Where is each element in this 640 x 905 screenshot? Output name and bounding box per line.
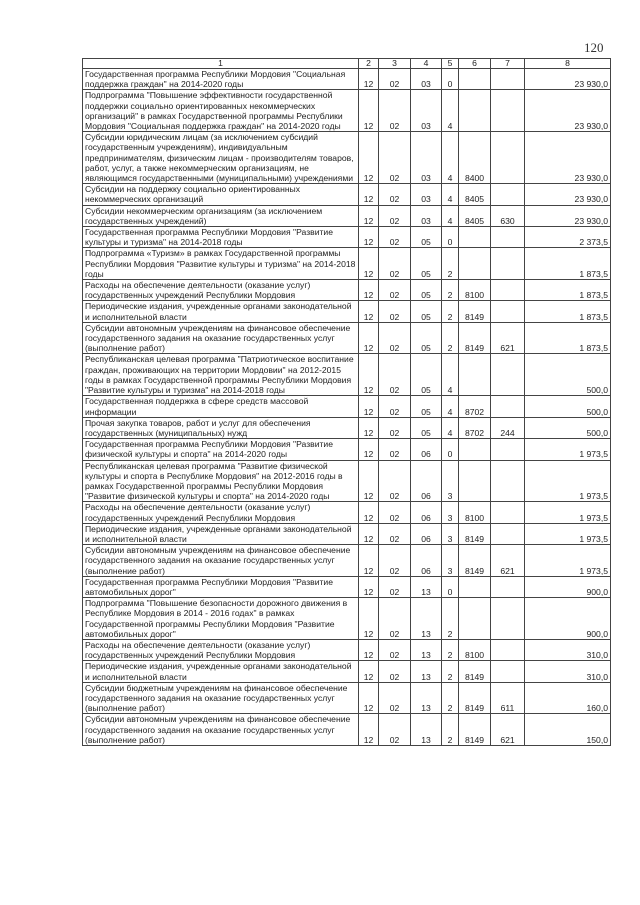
row-amount: 2 373,5 (525, 227, 611, 248)
row-code-2: 12 (359, 280, 379, 301)
row-code-4: 13 (411, 639, 442, 660)
row-code-7 (491, 598, 525, 640)
row-code-7 (491, 184, 525, 205)
table-row (83, 661, 611, 682)
row-code-5: 2 (442, 639, 459, 660)
row-code-2: 12 (359, 396, 379, 417)
row-code-5: 2 (442, 682, 459, 714)
row-amount: 150,0 (525, 714, 611, 746)
row-code-5: 3 (442, 545, 459, 577)
row-amount: 1 973,5 (525, 523, 611, 544)
table-body (83, 69, 611, 746)
row-code-3: 02 (379, 439, 411, 460)
row-code-6: 8702 (459, 396, 491, 417)
row-code-7: 621 (491, 545, 525, 577)
row-code-7 (491, 439, 525, 460)
table-row (83, 205, 611, 226)
row-code-3: 02 (379, 90, 411, 132)
row-code-3: 02 (379, 132, 411, 184)
row-code-3: 02 (379, 354, 411, 396)
row-amount: 1 873,5 (525, 248, 611, 280)
row-code-4: 05 (411, 301, 442, 322)
row-code-3: 02 (379, 248, 411, 280)
row-amount: 1 873,5 (525, 322, 611, 354)
column-header: 1 (83, 59, 359, 69)
row-code-3: 02 (379, 227, 411, 248)
column-header: 4 (411, 59, 442, 69)
row-code-7 (491, 576, 525, 597)
row-code-3: 02 (379, 184, 411, 205)
table-row (83, 301, 611, 322)
row-amount: 160,0 (525, 682, 611, 714)
row-code-3: 02 (379, 598, 411, 640)
table-row (83, 460, 611, 502)
column-header: 7 (491, 59, 525, 69)
row-code-5: 2 (442, 661, 459, 682)
row-code-5: 3 (442, 460, 459, 502)
table-row (83, 322, 611, 354)
row-code-7 (491, 354, 525, 396)
row-code-6 (459, 439, 491, 460)
row-description: Расходы на обеспечение деятельности (оказание услуг) государственных учреждений Республики Мордовия (83, 502, 359, 523)
row-description: Прочая закупка товаров, работ и услуг для обеспечения государственных (муниципальных) нужд (83, 417, 359, 438)
row-code-4: 05 (411, 280, 442, 301)
row-code-3: 02 (379, 69, 411, 90)
row-code-2: 12 (359, 598, 379, 640)
row-code-6: 8405 (459, 205, 491, 226)
row-code-5: 0 (442, 227, 459, 248)
row-description: Субсидии юридическим лицам (за исключением субсидий государственным учреждениям), индивидуальным предпринимателям, физическим лицам - производителям товаров, работ, услуг, а также некоммерческим организациям, не являющимся государственными (муниципальными) учреждениями (83, 132, 359, 184)
row-code-7: 621 (491, 714, 525, 746)
row-amount: 310,0 (525, 661, 611, 682)
row-code-2: 12 (359, 417, 379, 438)
budget-table (82, 58, 611, 746)
row-code-5: 2 (442, 248, 459, 280)
row-code-3: 02 (379, 301, 411, 322)
table-row (83, 523, 611, 544)
table-row (83, 502, 611, 523)
table-row (83, 69, 611, 90)
row-amount: 500,0 (525, 417, 611, 438)
row-code-4: 03 (411, 184, 442, 205)
row-code-7 (491, 227, 525, 248)
row-code-5: 4 (442, 184, 459, 205)
row-code-7 (491, 90, 525, 132)
row-description: Периодические издания, учрежденные органами законодательной и исполнительной власти (83, 301, 359, 322)
row-code-7 (491, 132, 525, 184)
row-code-3: 02 (379, 417, 411, 438)
row-code-4: 06 (411, 460, 442, 502)
row-code-6: 8405 (459, 184, 491, 205)
row-code-4: 13 (411, 576, 442, 597)
row-code-2: 12 (359, 322, 379, 354)
row-code-2: 12 (359, 90, 379, 132)
row-code-3: 02 (379, 396, 411, 417)
row-code-3: 02 (379, 661, 411, 682)
row-description: Субсидии автономным учреждениям на финансовое обеспечение государственного задания на оказание государственных услуг (выполнение работ) (83, 322, 359, 354)
row-code-3: 02 (379, 714, 411, 746)
row-code-4: 06 (411, 545, 442, 577)
row-code-2: 12 (359, 523, 379, 544)
row-code-6: 8149 (459, 545, 491, 577)
row-code-6: 8149 (459, 661, 491, 682)
row-description: Периодические издания, учрежденные органами законодательной и исполнительной власти (83, 661, 359, 682)
row-code-6: 8100 (459, 639, 491, 660)
table-row (83, 280, 611, 301)
row-description: Субсидии автономным учреждениям на финансовое обеспечение государственного задания на оказание государственных услуг (выполнение работ) (83, 714, 359, 746)
table-row (83, 639, 611, 660)
table-row (83, 439, 611, 460)
row-code-4: 03 (411, 69, 442, 90)
row-code-6 (459, 576, 491, 597)
row-amount: 23 930,0 (525, 132, 611, 184)
row-code-6 (459, 90, 491, 132)
row-code-6: 8149 (459, 682, 491, 714)
table-header-row (83, 59, 611, 69)
table-row (83, 132, 611, 184)
row-description: Субсидии на поддержку социально ориентированных некоммерческих организаций (83, 184, 359, 205)
row-code-6: 8400 (459, 132, 491, 184)
column-header: 5 (442, 59, 459, 69)
row-code-5: 4 (442, 417, 459, 438)
row-code-4: 06 (411, 439, 442, 460)
table-row (83, 576, 611, 597)
column-header: 6 (459, 59, 491, 69)
row-code-2: 12 (359, 460, 379, 502)
row-code-4: 06 (411, 523, 442, 544)
row-code-4: 05 (411, 248, 442, 280)
row-code-7 (491, 69, 525, 90)
row-code-4: 06 (411, 502, 442, 523)
row-code-5: 0 (442, 69, 459, 90)
row-code-6 (459, 354, 491, 396)
row-code-4: 03 (411, 205, 442, 226)
row-amount: 1 873,5 (525, 301, 611, 322)
row-code-4: 05 (411, 227, 442, 248)
row-code-6: 8100 (459, 280, 491, 301)
row-code-4: 13 (411, 661, 442, 682)
row-code-2: 12 (359, 576, 379, 597)
row-code-3: 02 (379, 639, 411, 660)
row-code-2: 12 (359, 132, 379, 184)
table-row (83, 354, 611, 396)
row-code-5: 2 (442, 280, 459, 301)
row-description: Государственная программа Республики Мордовия "Развитие физической культуры и спорта" на 2014-2020 годы (83, 439, 359, 460)
row-amount: 310,0 (525, 639, 611, 660)
row-code-5: 3 (442, 523, 459, 544)
table-row (83, 598, 611, 640)
row-code-7 (491, 396, 525, 417)
row-amount: 1 973,5 (525, 502, 611, 523)
row-code-7: 621 (491, 322, 525, 354)
page-number: 120 (584, 40, 604, 55)
row-description: Республиканская целевая программа "Развитие физической культуры и спорта в Республике Мордовия" на 2012-2016 годы в рамках Государственной программы Республики Мордовия "Развитие физической культуры и спорта" на 2014-2020 годы (83, 460, 359, 502)
row-code-3: 02 (379, 502, 411, 523)
row-code-5: 0 (442, 576, 459, 597)
row-code-4: 03 (411, 90, 442, 132)
column-header: 8 (525, 59, 611, 69)
row-description: Периодические издания, учрежденные органами законодательной и исполнительной власти (83, 523, 359, 544)
row-description: Расходы на обеспечение деятельности (оказание услуг) государственных учреждений Республики Мордовия (83, 280, 359, 301)
row-code-4: 13 (411, 714, 442, 746)
row-code-3: 02 (379, 460, 411, 502)
row-code-2: 12 (359, 354, 379, 396)
table-row (83, 227, 611, 248)
row-code-2: 12 (359, 205, 379, 226)
row-description: Государственная поддержка в сфере средств массовой информации (83, 396, 359, 417)
row-code-7 (491, 661, 525, 682)
row-code-5: 4 (442, 132, 459, 184)
row-code-2: 12 (359, 439, 379, 460)
table-row (83, 714, 611, 746)
row-code-7: 611 (491, 682, 525, 714)
row-amount: 23 930,0 (525, 90, 611, 132)
row-description: Подпрограмма "Повышение безопасности дорожного движения в Республике Мордовия в 2014 - 2016 годах" в рамках Государственной программы Республики Мордовия "Развитие автомобильных дорог" (83, 598, 359, 640)
row-code-7 (491, 639, 525, 660)
row-code-6: 8149 (459, 523, 491, 544)
row-code-2: 12 (359, 502, 379, 523)
row-code-7: 244 (491, 417, 525, 438)
table-row (83, 396, 611, 417)
row-code-7 (491, 301, 525, 322)
row-code-3: 02 (379, 205, 411, 226)
row-description: Подпрограмма "Повышение эффективности государственной поддержки социально ориентированных некоммерческих организаций" в рамках Государственной программы Республики Мордовия "Социальная поддержка граждан" на 2014-2020 годы (83, 90, 359, 132)
row-code-5: 4 (442, 90, 459, 132)
row-code-2: 12 (359, 714, 379, 746)
table-row (83, 545, 611, 577)
row-description: Республиканская целевая программа "Патриотическое воспитание граждан, проживающих на территории Мордовии" на 2012-2015 годы в рамках Государственной программы Республики Мордовия "Развитие культуры и туризма" на 2014-2018 годы (83, 354, 359, 396)
row-amount: 900,0 (525, 576, 611, 597)
row-code-4: 05 (411, 354, 442, 396)
row-description: Субсидии некоммерческим организациям (за исключением государственных учреждений) (83, 205, 359, 226)
column-header: 3 (379, 59, 411, 69)
row-code-3: 02 (379, 545, 411, 577)
row-code-7 (491, 460, 525, 502)
row-code-6 (459, 460, 491, 502)
row-code-2: 12 (359, 301, 379, 322)
row-code-5: 3 (442, 502, 459, 523)
row-code-7 (491, 523, 525, 544)
row-amount: 900,0 (525, 598, 611, 640)
row-code-6 (459, 598, 491, 640)
row-code-6: 8149 (459, 714, 491, 746)
row-code-2: 12 (359, 682, 379, 714)
row-code-6: 8149 (459, 301, 491, 322)
row-code-7 (491, 502, 525, 523)
row-code-5: 4 (442, 396, 459, 417)
row-code-5: 2 (442, 598, 459, 640)
row-description: Субсидии бюджетным учреждениям на финансовое обеспечение государственного задания на оказание государственных услуг (выполнение работ) (83, 682, 359, 714)
row-code-4: 13 (411, 682, 442, 714)
row-code-4: 13 (411, 598, 442, 640)
row-amount: 1 973,5 (525, 460, 611, 502)
row-code-5: 4 (442, 205, 459, 226)
row-code-6 (459, 69, 491, 90)
row-code-2: 12 (359, 661, 379, 682)
row-code-5: 2 (442, 714, 459, 746)
row-code-2: 12 (359, 184, 379, 205)
column-header: 2 (359, 59, 379, 69)
row-code-2: 12 (359, 69, 379, 90)
row-code-5: 0 (442, 439, 459, 460)
row-description: Расходы на обеспечение деятельности (оказание услуг) государственных учреждений Республики Мордовия (83, 639, 359, 660)
row-code-7: 630 (491, 205, 525, 226)
row-code-5: 4 (442, 354, 459, 396)
row-code-7 (491, 248, 525, 280)
row-amount: 1 973,5 (525, 545, 611, 577)
table-row (83, 682, 611, 714)
table-row (83, 90, 611, 132)
row-amount: 23 930,0 (525, 69, 611, 90)
table-row (83, 248, 611, 280)
row-code-6: 8100 (459, 502, 491, 523)
row-description: Подпрограмма «Туризм» в рамках Государственной программы Республики Мордовия "Развитие культуры и туризма" на 2014-2018 годы (83, 248, 359, 280)
row-code-4: 05 (411, 322, 442, 354)
row-code-3: 02 (379, 576, 411, 597)
row-code-6 (459, 227, 491, 248)
row-code-2: 12 (359, 248, 379, 280)
row-code-2: 12 (359, 545, 379, 577)
row-description: Субсидии автономным учреждениям на финансовое обеспечение государственного задания на оказание государственных услуг (выполнение работ) (83, 545, 359, 577)
row-amount: 23 930,0 (525, 184, 611, 205)
row-code-3: 02 (379, 280, 411, 301)
row-code-5: 2 (442, 322, 459, 354)
row-amount: 500,0 (525, 396, 611, 417)
row-code-6 (459, 248, 491, 280)
row-code-4: 05 (411, 417, 442, 438)
row-amount: 1 873,5 (525, 280, 611, 301)
row-code-4: 03 (411, 132, 442, 184)
row-code-2: 12 (359, 227, 379, 248)
row-code-3: 02 (379, 682, 411, 714)
row-code-5: 2 (442, 301, 459, 322)
row-code-2: 12 (359, 639, 379, 660)
row-description: Государственная программа Республики Мордовия "Развитие культуры и туризма" на 2014-2018 годы (83, 227, 359, 248)
row-code-7 (491, 280, 525, 301)
row-code-3: 02 (379, 523, 411, 544)
row-amount: 1 973,5 (525, 439, 611, 460)
row-code-4: 05 (411, 396, 442, 417)
row-amount: 500,0 (525, 354, 611, 396)
table-row (83, 417, 611, 438)
row-code-6: 8702 (459, 417, 491, 438)
row-amount: 23 930,0 (525, 205, 611, 226)
row-code-3: 02 (379, 322, 411, 354)
row-code-6: 8149 (459, 322, 491, 354)
table-row (83, 184, 611, 205)
row-description: Государственная программа Республики Мордовия "Социальная поддержка граждан" на 2014-2020 годы (83, 69, 359, 90)
row-description: Государственная программа Республики Мордовия "Развитие автомобильных дорог" (83, 576, 359, 597)
